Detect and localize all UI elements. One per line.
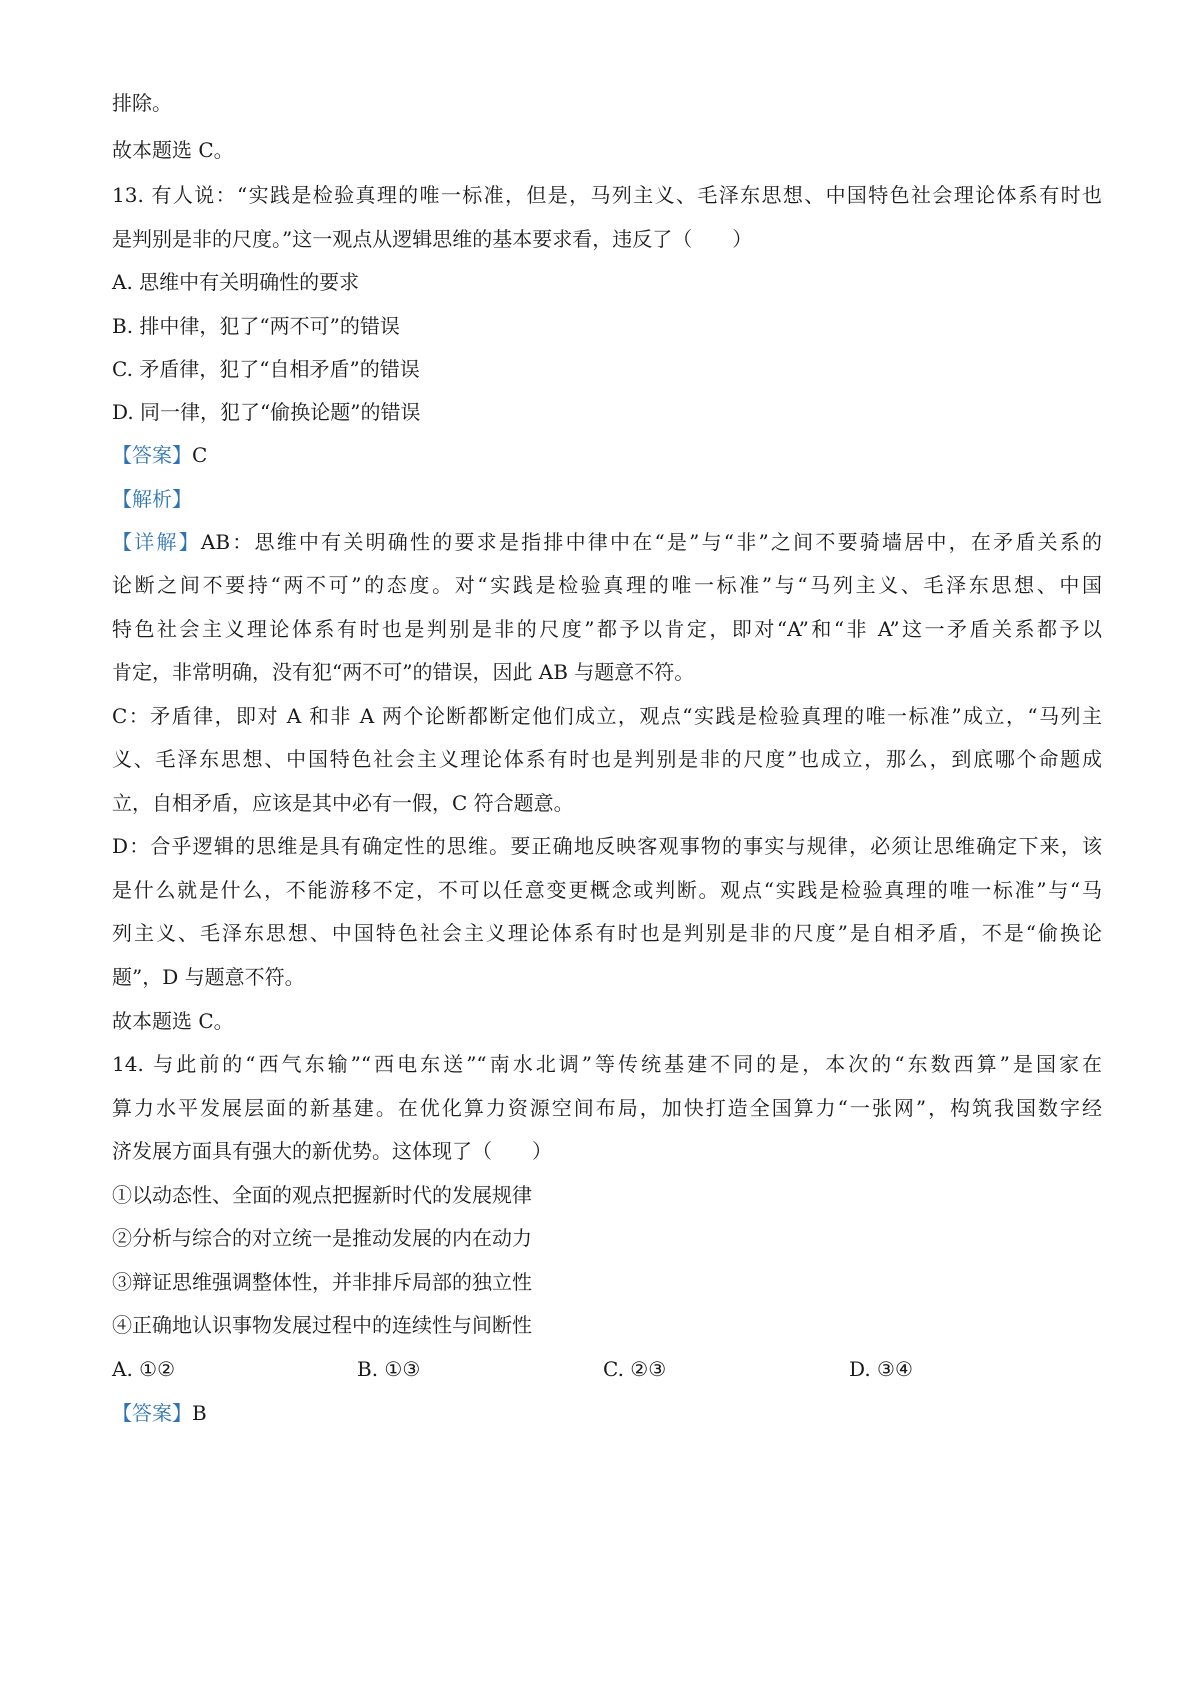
answer-tag: 【答案】 [112, 1401, 192, 1425]
q13-detail-line: 论断之间不要持“两不可”的态度。对“实践是检验真理的唯一标准”与“马列主义、毛泽东思想、中国 [112, 573, 1102, 597]
detail-text: AB：思维中有关明确性的要求是指排中律中在“是”与“非”之间不要骑墙居中，在矛盾关系的 [200, 530, 1102, 554]
q14-option-c: C. ②③ [603, 1357, 667, 1381]
q14-stem-line: 济发展方面具有强大的新优势。这体现了（ ） [112, 1139, 552, 1163]
q13-option-a: A. 思维中有关明确性的要求 [112, 270, 360, 294]
q13-conclusion: 故本题选 C。 [112, 1009, 234, 1033]
q14-stem-line: 14. 与此前的“西气东输”“西电东送”“南水北调”等传统基建不同的是，本次的“东数西算”是国家在 [112, 1052, 1102, 1076]
q13-detail-line: 特色社会主义理论体系有时也是判别是非的尺度”都予以肯定，即对“A”和“非 A”这一矛盾关系都予以 [112, 617, 1102, 641]
q13-detail-line: C：矛盾律，即对 A 和非 A 两个论断都断定他们成立，观点“实践是检验真理的唯一标准”成立，“马列主 [112, 704, 1102, 728]
q13-detail-line: 是什么就是什么，不能游移不定，不可以任意变更概念或判断。观点“实践是检验真理的唯一标准”与“马 [112, 878, 1102, 902]
answer-tag: 【答案】 [112, 443, 192, 467]
q13-detail-line: 立，自相矛盾，应该是其中必有一假，C 符合题意。 [112, 791, 574, 815]
q14-item-2: ②分析与综合的对立统一是推动发展的内在动力 [112, 1226, 532, 1250]
q13-detail-line: D：合乎逻辑的思维是具有确定性的思维。要正确地反映客观事物的事实与规律，必须让思维确定下来，该 [112, 834, 1102, 858]
q13-option-c: C. 矛盾律，犯了“自相矛盾”的错误 [112, 357, 420, 381]
q14-option-b: B. ①③ [357, 1357, 421, 1381]
q13-detail-line [112, 527, 1102, 557]
q13-option-b: B. 排中律，犯了“两不可”的错误 [112, 314, 400, 338]
analysis-tag: 【解析】 [112, 487, 192, 511]
text-line: 故本题选 C。 [112, 138, 234, 162]
q14-item-1: ①以动态性、全面的观点把握新时代的发展规律 [112, 1183, 532, 1207]
detail-tag: 【详解】 [112, 530, 201, 554]
q14-item-4: ④正确地认识事物发展过程中的连续性与间断性 [112, 1313, 532, 1337]
answer-value: B [192, 1401, 207, 1425]
q13-stem-line: 是判别是非的尺度。”这一观点从逻辑思维的基本要求看，违反了（ ） [112, 227, 753, 251]
q13-analysis-tag-line [112, 484, 1102, 514]
text-line: 排除。 [112, 91, 172, 115]
q14-item-3: ③辩证思维强调整体性，并非排斥局部的独立性 [112, 1270, 532, 1294]
q13-option-d: D. 同一律，犯了“偷换论题”的错误 [112, 400, 421, 424]
q13-stem-line: 13. 有人说：“实践是检验真理的唯一标准，但是，马列主义、毛泽东思想、中国特色社会理论体系有时也 [112, 183, 1102, 207]
q13-detail-line: 题”，D 与题意不符。 [112, 965, 305, 989]
answer-value: C [192, 443, 208, 467]
q13-detail-line: 肯定，非常明确，没有犯“两不可”的错误，因此 AB 与题意不符。 [112, 660, 695, 684]
q14-option-a: A. ①② [112, 1357, 176, 1381]
q13-detail-line: 义、毛泽东思想、中国特色社会主义理论体系有时也是判别是非的尺度”也成立，那么，到底哪个命题成 [112, 747, 1102, 771]
q14-option-d: D. ③④ [849, 1357, 913, 1381]
q14-stem-line: 算力水平发展层面的新基建。在优化算力资源空间布局，加快打造全国算力“一张网”，构筑我国数字经 [112, 1096, 1102, 1120]
q13-detail-line: 列主义、毛泽东思想、中国特色社会主义理论体系有时也是判别是非的尺度”是自相矛盾，不是“偷换论 [112, 921, 1102, 945]
q14-answer-line [112, 1398, 1102, 1428]
q13-answer-line [112, 440, 1102, 470]
